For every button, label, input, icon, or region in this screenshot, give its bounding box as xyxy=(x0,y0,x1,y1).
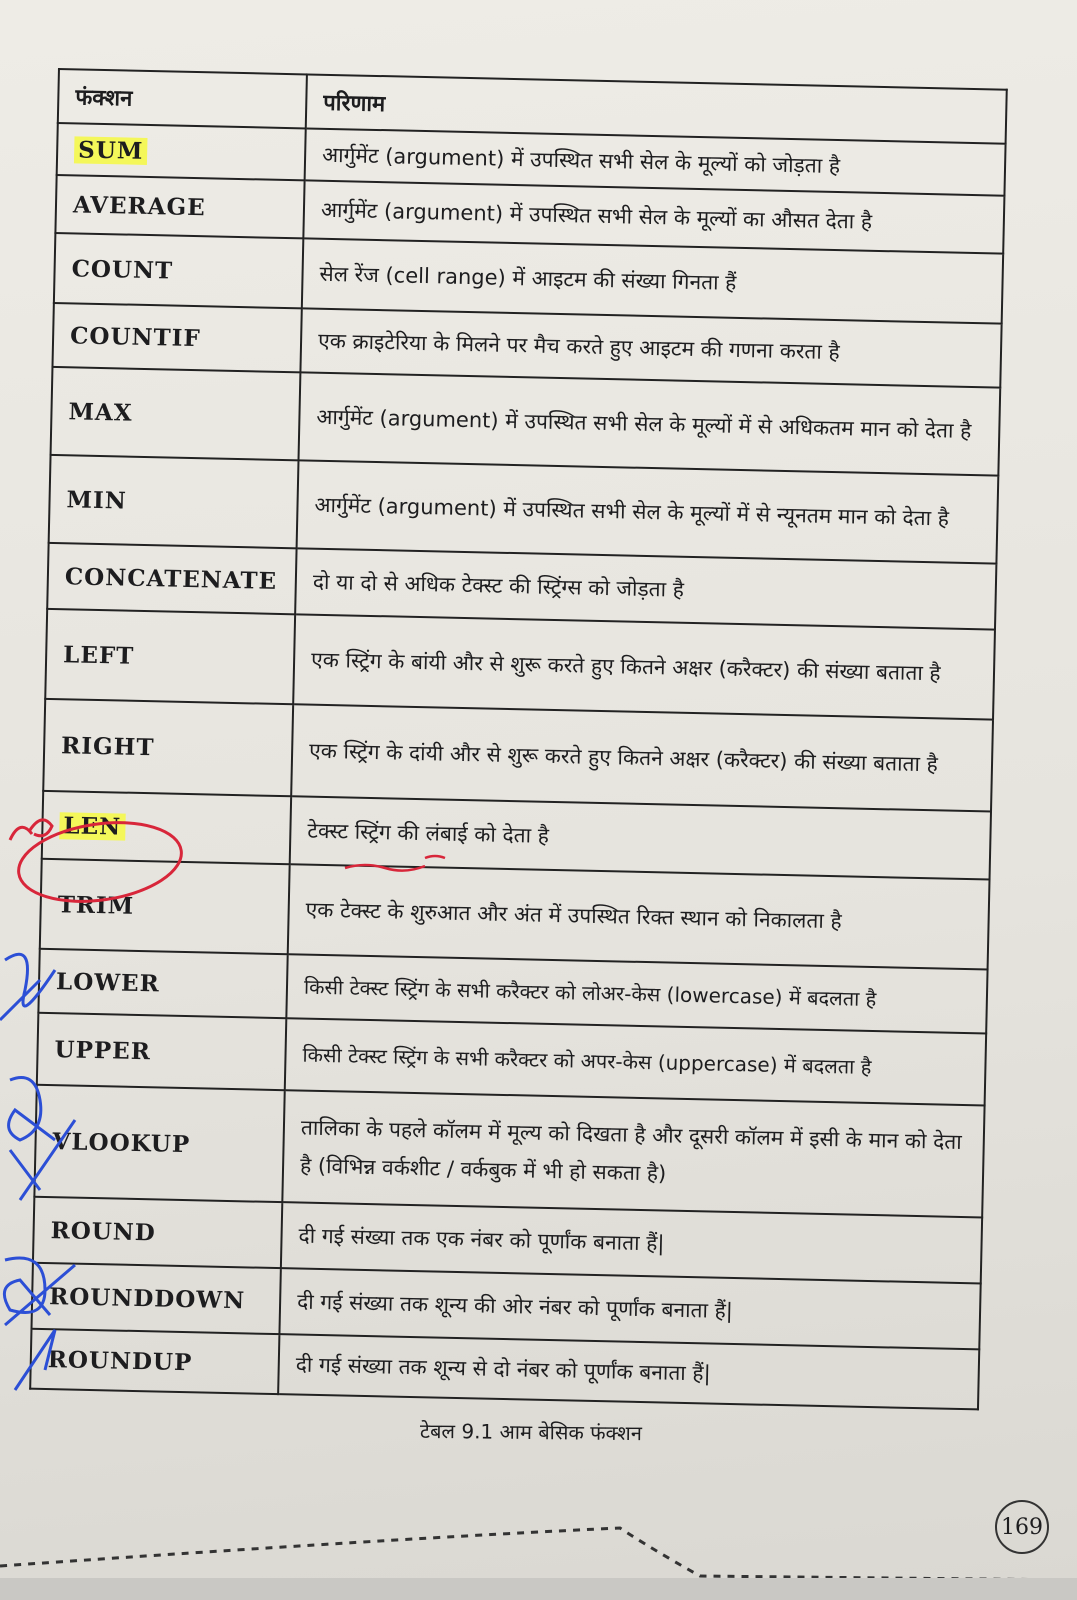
function-description: दी गई संख्या तक शून्य की ओर नंबर को पूर्णांक बनाता हैं| xyxy=(279,1268,980,1349)
function-description: किसी टेक्स्ट स्ट्रिंग के सभी करैक्टर को अपर-केस (uppercase) में बदलता है xyxy=(285,1018,986,1105)
highlighted-function: LEN xyxy=(59,812,125,840)
function-description: किसी टेक्स्ट स्ट्रिंग के सभी करैक्टर को लोअर-केस (lowercase) में बदलता है xyxy=(286,954,987,1033)
page-number: 169 xyxy=(995,1500,1049,1554)
function-name: RIGHT xyxy=(43,699,293,796)
function-name xyxy=(42,791,291,864)
function-name: UPPER xyxy=(37,1013,287,1090)
function-description: एक टेक्स्ट के शुरुआत और अंत में उपस्थित रिक्त स्थान को निकालता है xyxy=(288,864,990,969)
function-description: सेल रेंज (cell range) में आइटम की संख्या गिनता हैं xyxy=(302,238,1003,323)
function-description: आर्गुमेंट (argument) में उपस्थित सभी सेल के मूल्यों में से अधिकतम मान को देता है xyxy=(298,372,1000,475)
function-name: ROUNDUP xyxy=(30,1329,279,1394)
function-description: दी गई संख्या तक एक नंबर को पूर्णांक बनाता हैं| xyxy=(281,1202,982,1283)
function-description: एक स्ट्रिंग के दांयी और से शुरू करते हुए कितने अक्षर (करैक्टर) की संख्या बताता है xyxy=(291,704,993,811)
function-name xyxy=(57,123,306,180)
page-edge-dashes xyxy=(0,1518,1077,1600)
function-name: LOWER xyxy=(38,949,287,1018)
function-description: दो या दो से अधिक टेक्स्ट की स्ट्रिंग्स को जोड़ता है xyxy=(295,548,996,629)
function-name: ROUNDDOWN xyxy=(31,1263,280,1334)
function-description: एक स्ट्रिंग के बांयी और से शुरू करते हुए कितने अक्षर (करैक्टर) की संख्या बताता है xyxy=(293,614,995,719)
header-result: परिणाम xyxy=(306,74,1007,143)
function-description: आर्गुमेंट (argument) में उपस्थित सभी सेल के मूल्यों का औसत देता है xyxy=(303,180,1004,253)
function-description: आर्गुमेंट (argument) में उपस्थित सभी सेल के मूल्यों में से न्यूनतम मान को देता है xyxy=(297,460,999,563)
highlighted-function: SUM xyxy=(74,136,148,165)
function-description: एक क्राइटेरिया के मिलने पर मैच करते हुए आइटम की गणना करता है xyxy=(300,308,1001,387)
header-function: फंक्शन xyxy=(58,69,307,128)
function-name: ROUND xyxy=(33,1197,282,1268)
function-name: LEFT xyxy=(45,609,295,704)
function-description: तालिका के पहले कॉलम में मूल्य को दिखता है और दूसरी कॉलम में इसी के मान को देता है (विभिन्न वर्कशीट / वर्कबुक में भी हो सकता है) xyxy=(282,1090,984,1217)
function-name: COUNTIF xyxy=(52,303,301,372)
function-description: दी गई संख्या तक शून्य से दो नंबर को पूर्णांक बनाता हैं| xyxy=(278,1334,979,1409)
table-caption: टेबल 9.1 आम बेसिक फंक्शन xyxy=(419,1418,643,1446)
function-name: MAX xyxy=(51,367,301,460)
function-name: COUNT xyxy=(54,233,303,308)
function-name: CONCATENATE xyxy=(47,543,296,614)
functions-table xyxy=(29,68,1008,1410)
function-description: आर्गुमेंट (argument) में उपस्थित सभी सेल के मूल्यों को जोड़ता है xyxy=(305,128,1006,195)
function-name: VLOOKUP xyxy=(34,1085,284,1202)
functions-table-wrapper xyxy=(29,68,1008,1410)
function-name: MIN xyxy=(49,455,299,548)
function-name: TRIM xyxy=(40,859,290,954)
table-row xyxy=(34,1085,984,1218)
function-description: टेक्स्ट स्ट्रिंग की लंबाई को देता है xyxy=(290,796,991,879)
function-name: AVERAGE xyxy=(55,175,304,238)
